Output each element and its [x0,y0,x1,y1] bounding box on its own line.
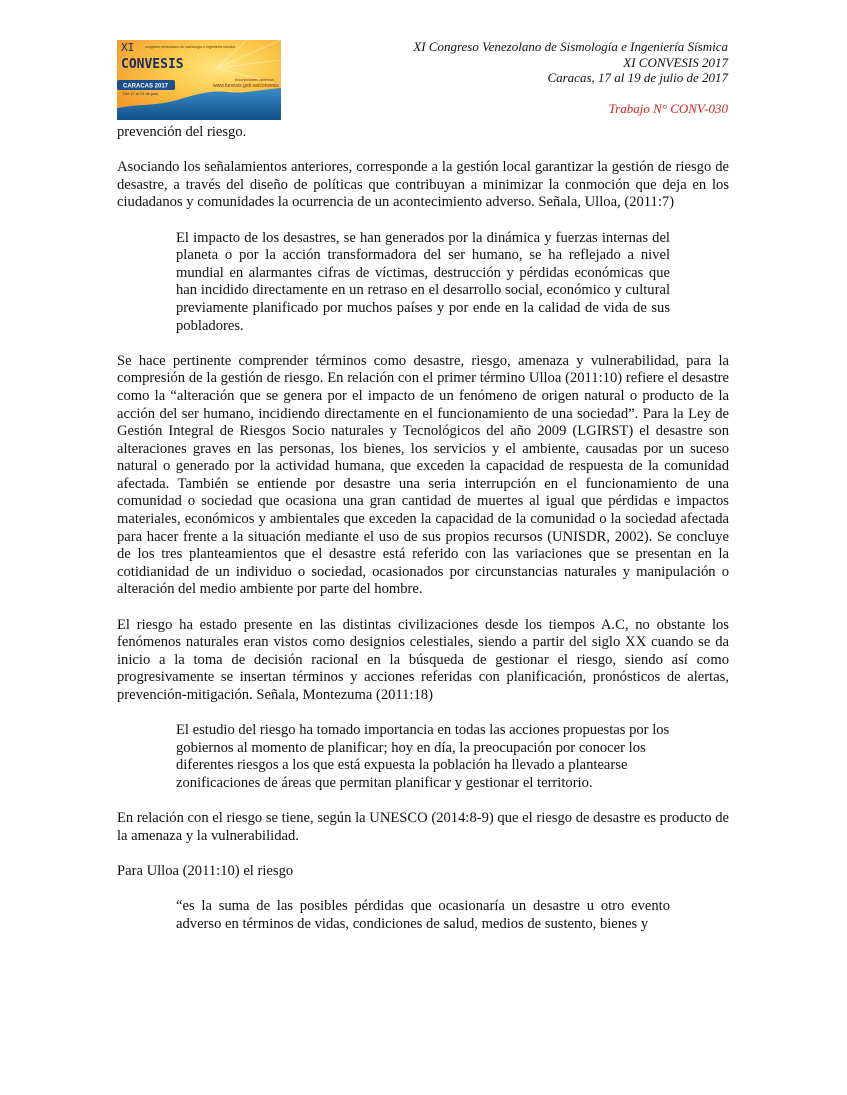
page-body [117,124,729,951]
block-quote: El impacto de los desastres, se han generados por la dinámica y fuerzas internas del planeta o por la acción transformadora del ser humano, se ha reflejado a nivel mundial en alarmantes cifras de víctimas, destrucción y pérdidas económicas que han incidido directamente en un retraso en el desarrollo social, económico y cultural previamente planificado por muchos países y por ende en la calidad de vida de sus pobladores. [176,229,670,334]
block-quote: “es la suma de las posibles pérdidas que ocasionaría un desastre u otro evento adverso en términos de vidas, condiciones de salud, medios de sustento, bienes y [176,898,670,932]
header-conference-short: XI CONVESIS 2017 [623,54,728,70]
header-place-date: Caracas, 17 al 19 de julio de 2017 [547,70,728,85]
paragraph: En relación con el riesgo se tiene, según la UNESCO (2014:8-9) que el riesgo de desastre es producto de la amenaza y la vulnerabilidad. [117,810,729,844]
logo-line2: CONVESIS [121,57,184,72]
convesis-logo [117,40,281,120]
logo-city: CARACAS 2017 [123,83,169,90]
logo-line1: XI [121,41,135,54]
paragraph: Para Ulloa (2011:10) el riesgo [117,862,294,879]
header-paper-code: Trabajo N° CONV-030 [608,100,728,116]
page-header [413,39,728,116]
paragraph: Asociando los señalamientos anteriores, corresponde a la gestión local garantizar la gestión de riesgo de desastre, a través del diseño de políticas que contribuyan a minimizar la conmoción que deja en los ciudadanos y comunidades la ocurrencia de un acontecimiento adverso. Señala, Ulloa, (2011:7) [117,159,729,211]
block-quote: El estudio del riesgo ha tomado importancia en todas las acciones propuestas por los gobiernos al momento de planificar; hoy en día, la preocupación por conocer los diferentes riesgos a los que está expuesta la población ha llevado a plantearse zonificaciones de áreas que permitan planificar y gestionar el territorio. [176,722,670,791]
logo-url: www.funvisis.gob.ve/convesis [213,83,279,89]
paragraph: Se hace pertinente comprender términos como desastre, riesgo, amenaza y vulnerabilidad, para la compresión de la gestión de riesgo. En relación con el primer término Ulloa (2011:10) refiere el desastre como la “alteración que se genera por el impacto de un fenómeno de origen natural o producto de la acción del ser humano, incidiendo directamente en el funcionamiento de una sociedad”. Para la Ley de Gestión Integral de Riesgos Socio naturales y Tecnológicos del año 2009 (LGIRST) el desastre son alteraciones graves en las personas, los bienes, los servicios y el ambiente, causadas por un suceso natural o generado por la actividad humana, que exceden la capacidad de respuesta de la comunidad afectada. También se entiende por desastre una seria interrupción en el funcionamiento de una comunidad o sociedad que ocasiona una gran cantidad de muertes al igual que pérdidas e impactos materiales, económicos y ambientales que exceden la capacidad de la comunidad o la sociedad afectada para hacer frente a la situación mediante el uso de sus propios recursos (UNISDR, 2002). Se concluye de los tres planteamientos que el desastre está referido con las variaciones que se presentan en la cotidianidad de un individuo o sociedad, ocasionados por circunstancias naturales y manipulación o alteración del medio ambiente por parte del hombre. [117,352,729,598]
header-conference-title: XI Congreso Venezolano de Sismología e Ingeniería Sísmica [413,39,728,54]
logo-url-note: Inscripciones abiertas [235,77,274,82]
paragraph: El riesgo ha estado presente en las distintas civilizaciones desde los tiempos A.C, no obstante los fenómenos naturales eran vistos como designios celestiales, siendo a partir del siglo XX cuando se da inicio a la toma de decisión racional en la búsqueda de gestionar el riesgo, siendo así como progresivamente se insertan términos y acciones referidas con planificación, pronósticos de alertas, prevención-mitigación. Señala, Montezuma (2011:18) [117,616,729,703]
logo-dates: Del 17 al 19 de julio [123,91,159,96]
paragraph-continuation: prevención del riesgo. [117,124,247,140]
logo-subtitle: congreso venezolano de sismología e ingeniería sísmica [145,45,236,49]
